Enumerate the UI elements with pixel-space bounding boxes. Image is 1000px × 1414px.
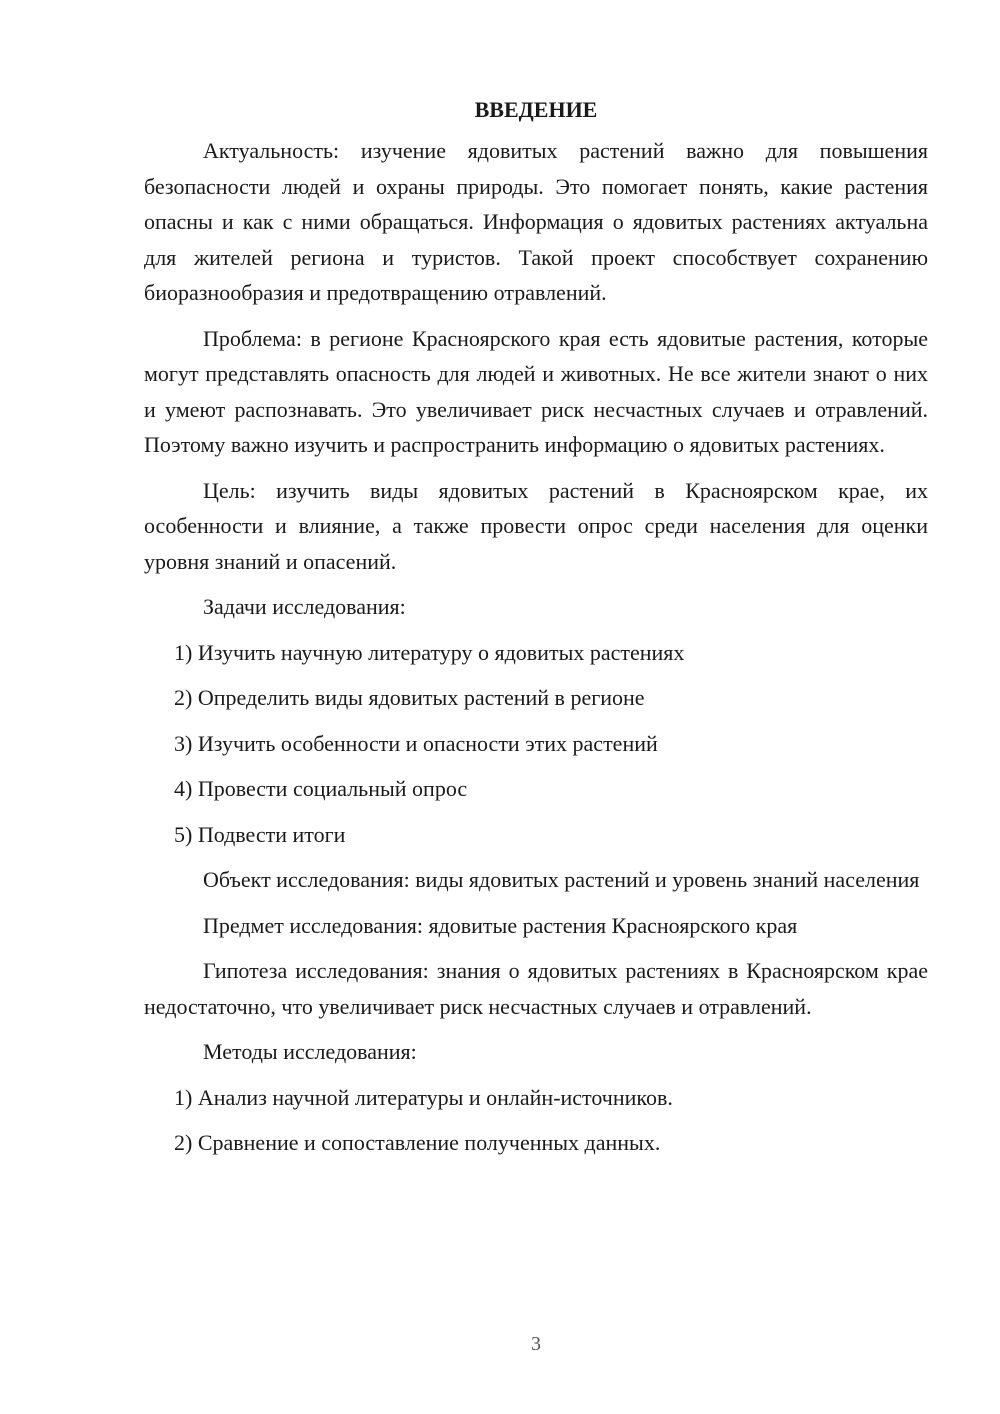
task-item: 2) Определить виды ядовитых растений в регионе [174,685,645,710]
task-item: 3) Изучить особенности и опасности этих растений [174,730,658,756]
page-number: 3 [531,1333,541,1355]
tasks-list [144,635,928,853]
methods-heading: Методы исследования: [203,1039,417,1064]
goal-paragraph: Цель: изучить виды ядовитых растений в Красноярском крае, их особенности и влияние, а также провести опрос среди населения для оценки уровня знаний и опасений. [144,477,928,574]
hypothesis-paragraph: Гипотеза исследования: знания о ядовитых растениях в Красноярском крае недостаточно, что увеличивает риск несчастных случаев и отравлений. [144,958,928,1019]
task-item: 5) Подвести итоги [174,821,346,847]
tasks-heading: Задачи исследования: [203,594,406,619]
task-item: 4) Провести социальный опрос [174,776,468,801]
page-title: ВВЕДЕНИЕ [474,97,598,122]
document-page [144,92,928,1171]
subject-paragraph: Предмет исследования: ядовитые растения Красноярского края [203,912,798,938]
task-item: 1) Изучить научную литературу о ядовитых растениях [174,639,685,665]
method-item: 1) Анализ научной литературы и онлайн-источников. [174,1084,673,1110]
problem-paragraph: Проблема: в регионе Красноярского края есть ядовитые растения, которые могут представлять опасность для людей и животных. Не все жители знают о них и умеют распознавать. Это увеличивает риск несчастных случаев и отравлений. Поэтому важно изучить и распространить информацию о ядовитых растениях. [144,325,928,457]
methods-list [144,1080,928,1161]
relevance-paragraph: Актуальность: изучение ядовитых растений важно для повышения безопасности людей и охраны природы. Это помогает понять, какие растения опасны и как с ними обращаться. Информация о ядовитых растениях актуальна для жителей региона и туристов. Такой проект способствует сохранению биоразнообразия и предотвращению отравлений. [144,138,928,305]
method-item: 2) Сравнение и сопоставление полученных данных. [174,1130,661,1155]
object-paragraph: Объект исследования: виды ядовитых растений и уровень знаний населения [203,867,920,892]
